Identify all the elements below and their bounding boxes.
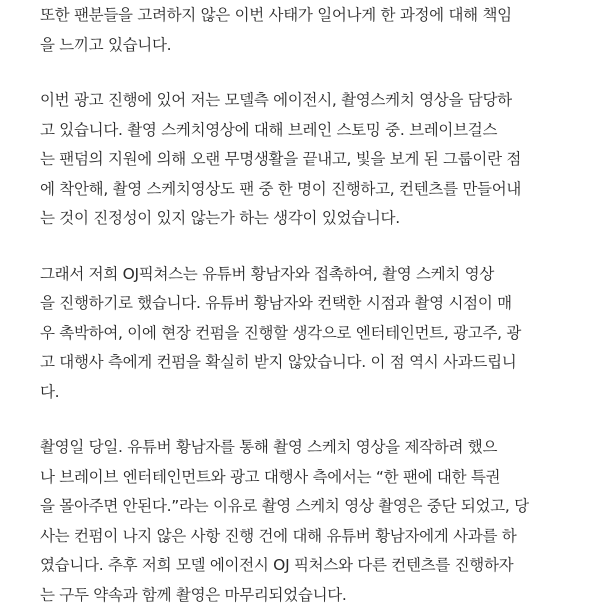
- text-line: 는 것이 진정성이 있지 않는가 하는 생각이 있었습니다.: [40, 204, 570, 234]
- text-line: 을 몰아주면 안된다.”라는 이유로 촬영 스케치 영상 촬영은 중단 되었고, 당: [40, 492, 570, 522]
- text-line: 또한 팬분들을 고려하지 않은 이번 사태가 일어나게 한 과정에 대해 책임: [40, 1, 570, 31]
- paragraph-3: [40, 260, 570, 408]
- paragraph-1: [40, 1, 570, 60]
- text-line: 사는 컨펌이 나지 않은 사항 진행 건에 대해 유튜버 황남자에게 사과를 하: [40, 522, 570, 552]
- text-line: 고 대행사 측에게 컨펌을 확실히 받지 않았습니다. 이 점 역시 사과드립니: [40, 348, 570, 378]
- text-line: 나 브레이브 엔터테인먼트와 광고 대행사 측에서는 “한 팬에 대한 특권: [40, 463, 570, 493]
- text-line: 우 촉박하여, 이에 현장 컨펌을 진행할 생각으로 엔터테인먼트, 광고주, 광: [40, 319, 570, 349]
- text-line: 그래서 저희 OJ픽쳐스는 유튜버 황남자와 접촉하여, 촬영 스케치 영상: [40, 260, 570, 290]
- paragraph-gap: [40, 234, 570, 260]
- text-line: 촬영일 당일. 유튜버 황남자를 통해 촬영 스케치 영상을 제작하려 했으: [40, 433, 570, 463]
- paragraph-4: [40, 433, 570, 610]
- paragraph-gap: [40, 60, 570, 86]
- paragraph-2: [40, 86, 570, 234]
- document-body: [40, 0, 570, 610]
- text-line: 고 있습니다. 촬영 스케치영상에 대해 브레인 스토밍 중. 브레이브걸스: [40, 116, 570, 146]
- paragraph-gap: [40, 407, 570, 433]
- text-line: 을 진행하기로 했습니다. 유튜버 황남자와 컨택한 시점과 촬영 시점이 매: [40, 289, 570, 319]
- text-line: 에 착안해, 촬영 스케치영상도 팬 중 한 명이 진행하고, 컨텐츠를 만들어내: [40, 175, 570, 205]
- text-line: 는 구두 약속과 함께 촬영은 마무리되었습니다.: [40, 581, 570, 610]
- text-line: 을 느끼고 있습니다.: [40, 31, 570, 61]
- text-line: 였습니다. 추후 저희 모델 에이전시 OJ 픽처스와 다른 컨텐츠를 진행하자: [40, 551, 570, 581]
- text-line: 는 팬덤의 지원에 의해 오랜 무명생활을 끝내고, 빛을 보게 된 그룹이란 점: [40, 145, 570, 175]
- text-line: 다.: [40, 378, 570, 408]
- text-line: 이번 광고 진행에 있어 저는 모델측 에이전시, 촬영스케치 영상을 담당하: [40, 86, 570, 116]
